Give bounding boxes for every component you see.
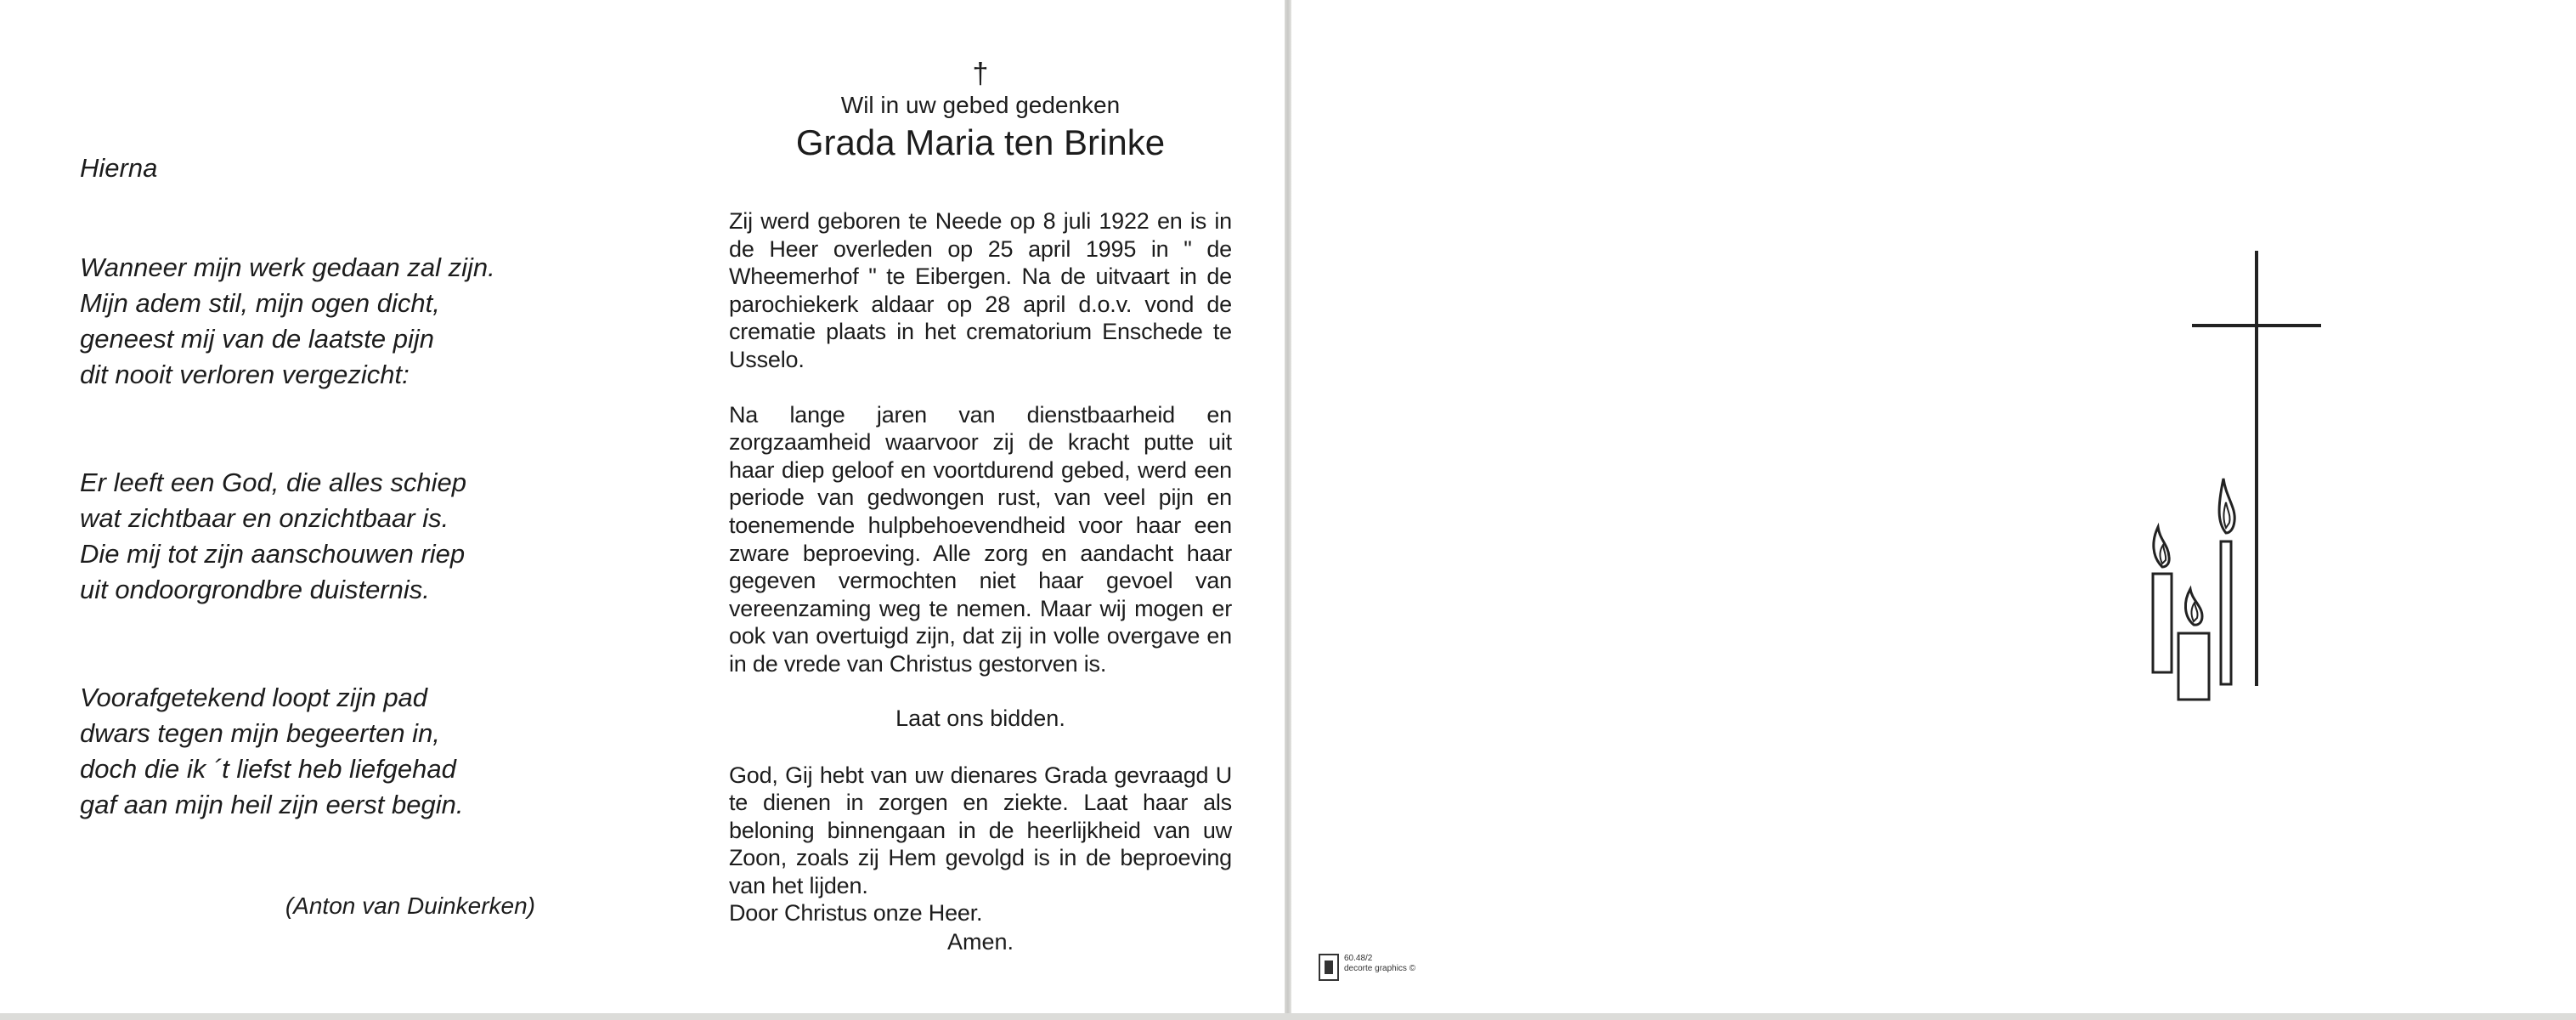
- poem-line: Mijn adem stil, mijn ogen dicht,: [80, 288, 440, 318]
- deceased-name: Grada Maria ten Brinke: [795, 122, 1166, 162]
- poem-line: Er leeft een God, die alles schiep: [80, 468, 466, 497]
- poem-line: Wanneer mijn werk gedaan zal zijn.: [80, 252, 495, 282]
- imprint-brand: decorte graphics ©: [1344, 964, 1416, 973]
- prayer-heading: Laat ons bidden.: [895, 705, 1065, 731]
- memorial-text: [729, 60, 1232, 956]
- dagger-cross-icon: †: [972, 58, 989, 90]
- prayer-text: God, Gij hebt van uw dienares Grada gevraagd U te dienen in zorgen en ziekte. Laat haar als beloning binnengaan in de heerlijkheid van uw Zoon, zoals zij Hem gevolgd is in de beproeving van het lijden.: [729, 762, 1232, 898]
- poem-stanza-3: [80, 680, 607, 823]
- memorial-intro: Wil in uw gebed gedenken: [840, 92, 1121, 118]
- poem-line: dwars tegen mijn begeerten in,: [80, 718, 440, 748]
- card-front-right: [1291, 0, 2576, 1013]
- prayer-closing: Door Christus onze Heer.: [729, 900, 983, 926]
- poem-line: dit nooit verloren vergezicht:: [80, 360, 410, 389]
- imprint-code: 60.48/2: [1344, 954, 1373, 963]
- poem-stanza-2: [80, 465, 607, 608]
- imprint-text: [1344, 954, 1415, 974]
- prayer-amen: Amen.: [946, 929, 1014, 955]
- candles-icon: [2153, 479, 2234, 700]
- poem-line: wat zichtbaar en onzichtbaar is.: [80, 503, 449, 533]
- card-bottom-edge: [0, 1013, 2576, 1020]
- poem-line: Die mij tot zijn aanschouwen riep: [80, 539, 466, 569]
- poem: [80, 153, 607, 895]
- cross-and-candles-artwork: [2124, 242, 2328, 718]
- poem-line: uit ondoorgrondbre duisternis.: [80, 575, 430, 604]
- card-fold: [1285, 0, 1291, 1020]
- poem-stanza-1: [80, 250, 607, 393]
- poem-line: Voorafgetekend loopt zijn pad: [80, 683, 428, 712]
- poem-line: gaf aan mijn heil zijn eerst begin.: [80, 790, 464, 819]
- decorte-logo-icon: [1319, 954, 1339, 981]
- poem-line: geneest mij van de laatste pijn: [80, 324, 435, 354]
- poem-line: doch die ik ´t liefst heb liefgehad: [80, 754, 456, 784]
- life-dates-paragraph: Zij werd geboren te Neede op 8 juli 1922 en is in de Heer overleden op 25 april 1995 in " de Wheemerhof " te Eibergen. Na de uitvaart in de parochiekerk aldaar op 28 april d.o.v. vond de crematie plaats in het crematorium Enschede te Usselo.: [729, 208, 1232, 372]
- tribute-paragraph: Na lange jaren van dienstbaarheid en zorgzaamheid waarvoor zij de kracht putte uit haar diep geloof en voortdurend gebed, werd een periode van gedwongen rust, van veel pijn en toenemende hulpbehoevendheid voor haar een zware beproeving. Alle zorg en aandacht haar gegeven vermochten niet haar gevoel van vereenzaming weg te nemen. Maar wij mogen er ook van overtuigd zijn, dat zij in volle overgave en in de vrede van Christus gestorven is.: [729, 401, 1232, 677]
- printer-imprint: [1319, 954, 1415, 981]
- poem-title: Hierna: [80, 153, 158, 183]
- poem-attribution: (Anton van Duinkerken): [285, 892, 535, 919]
- cross-icon: [2192, 251, 2321, 686]
